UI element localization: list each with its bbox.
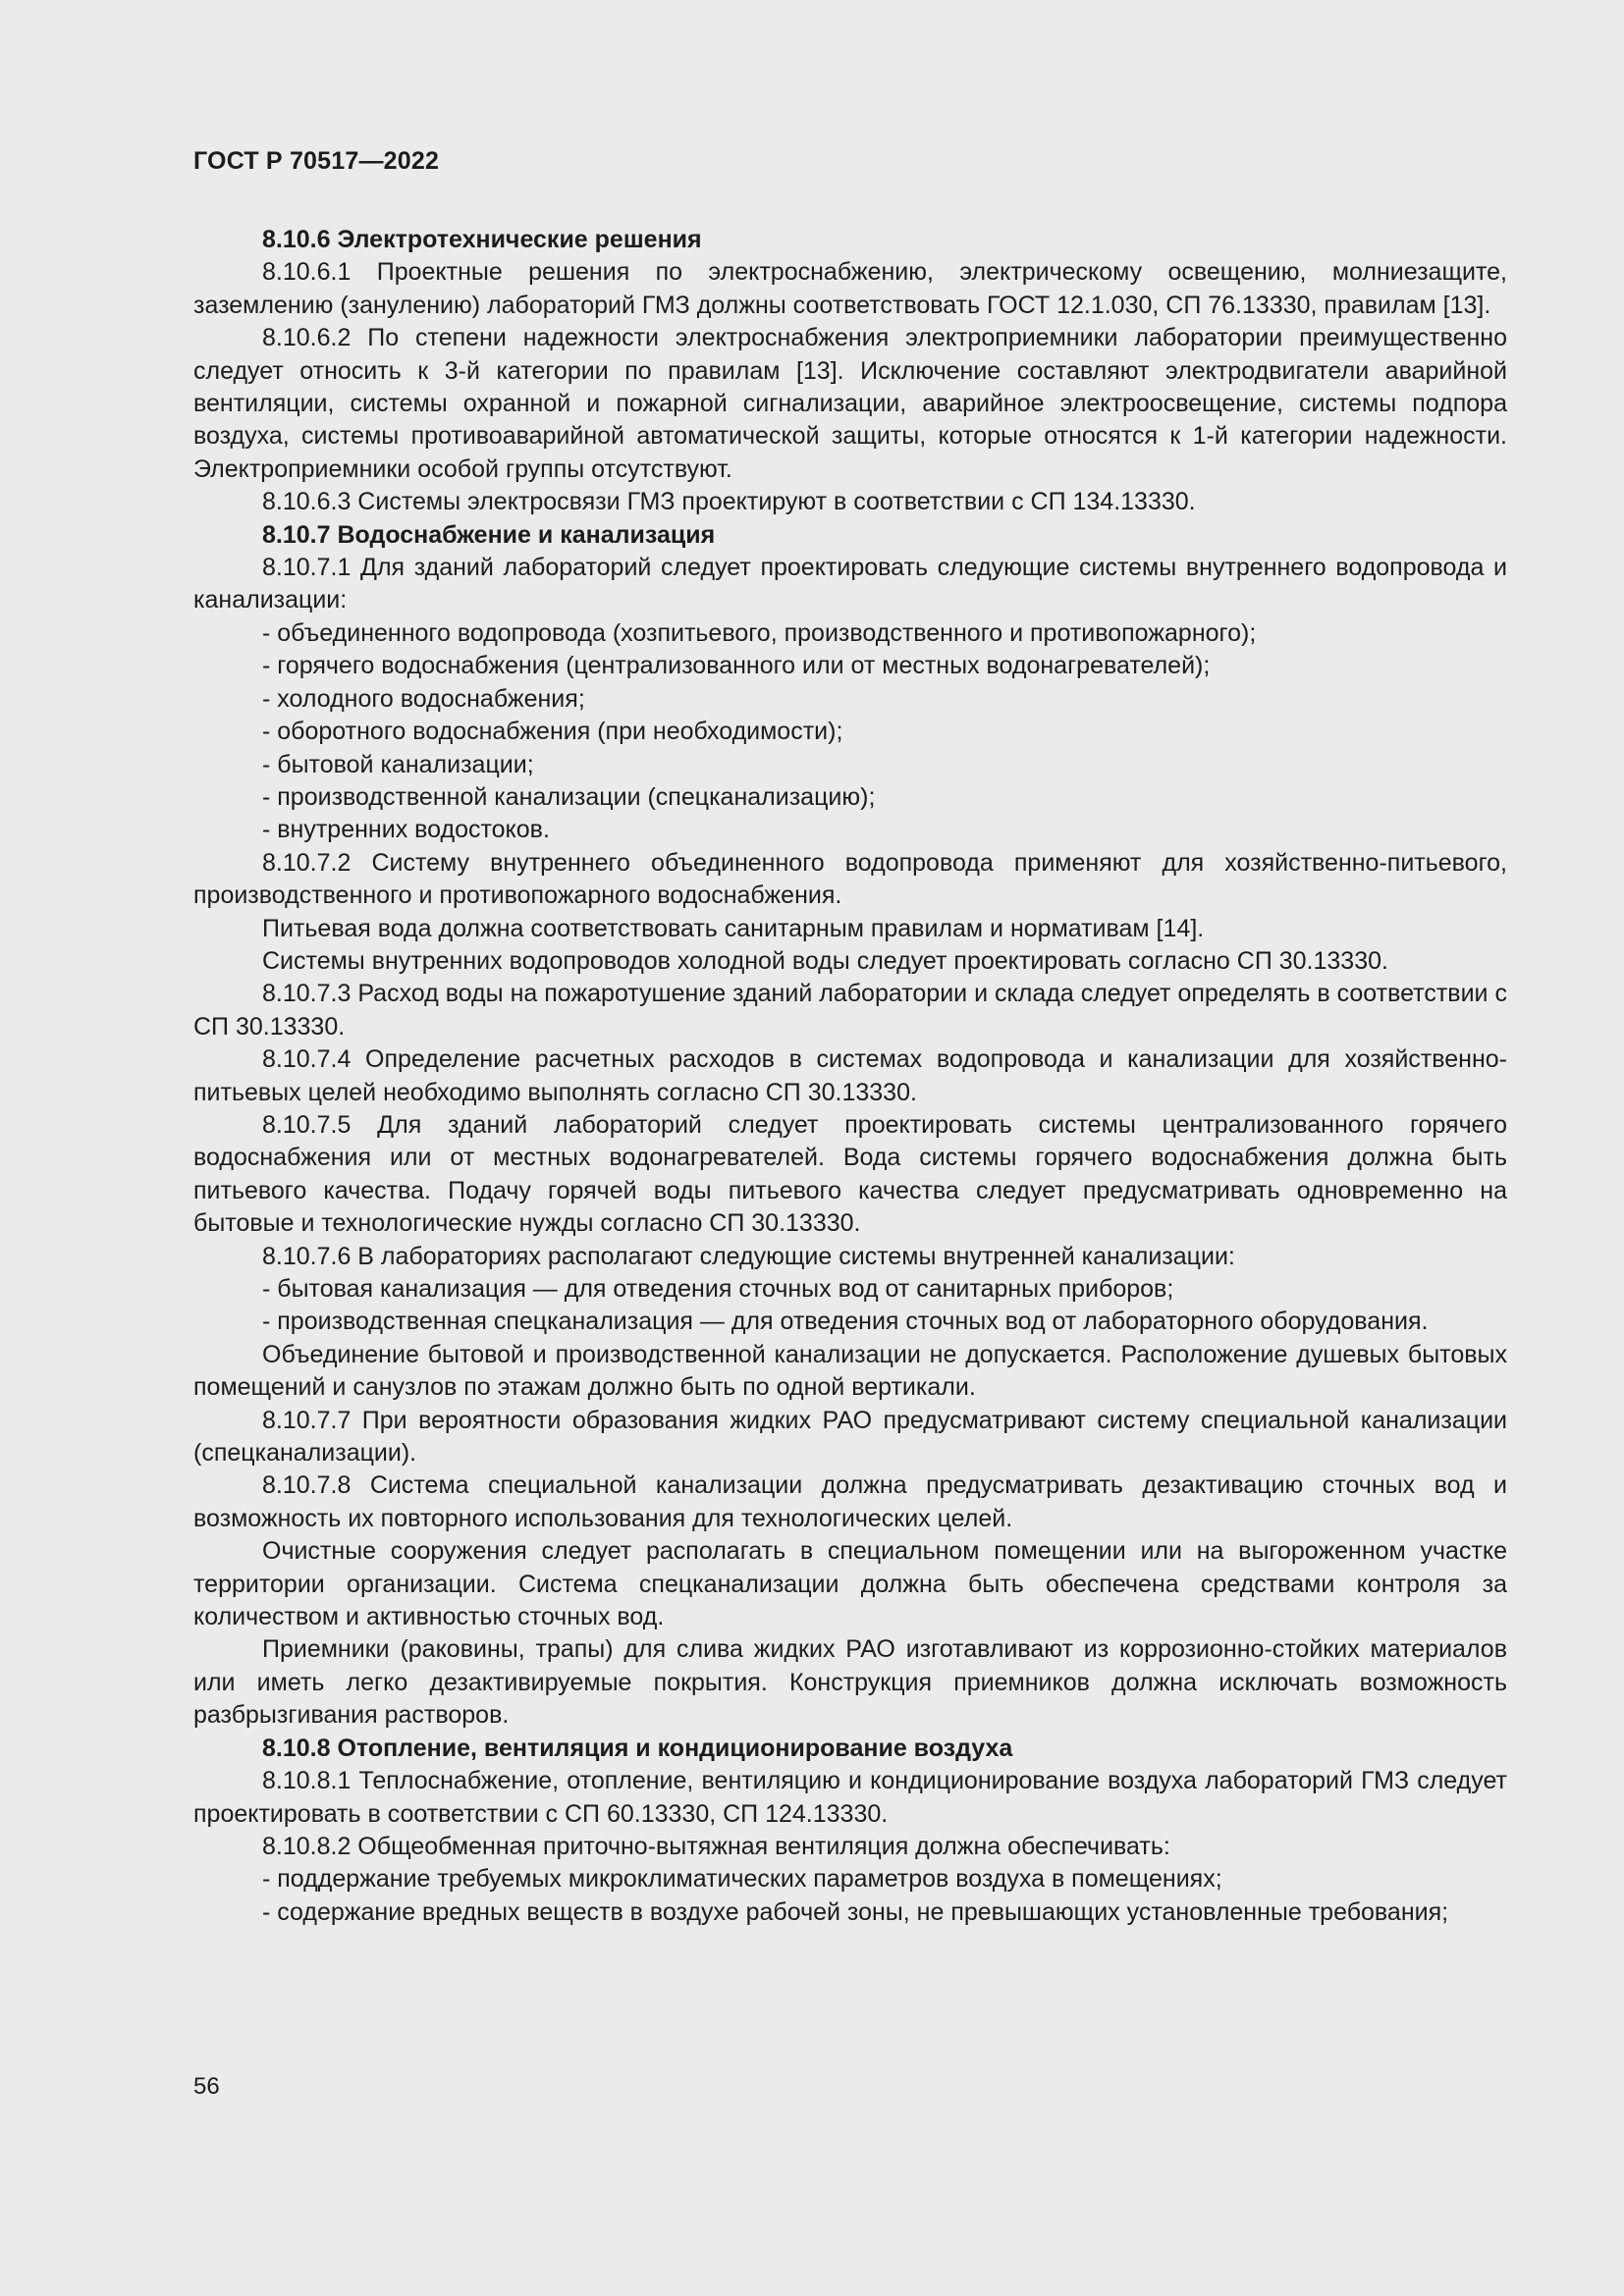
paragraph: 8.10.7.1 Для зданий лабораторий следует проектировать следующие системы внутреннего водопровода и канализации: [193,554,1507,614]
list-item: - бытовой канализации; [262,750,534,778]
paragraph: 8.10.6.3 Системы электросвязи ГМЗ проектируют в соответствии с СП 134.13330. [262,488,1196,516]
list-item: - бытовая канализация — для отведения сточных вод от санитарных приборов; [262,1275,1174,1303]
section-heading: 8.10.8 Отопление, вентиляция и кондиционирование воздуха [262,1734,1013,1762]
document-code-header: ГОСТ Р 70517—2022 [193,147,440,175]
section-heading: 8.10.6 Электротехнические решения [262,226,702,253]
paragraph: Приемники (раковины, трапы) для слива жидких РАО изготавливают из коррозионно-стойких материалов или иметь легко дезактивируемые покрытия. Конструкция приемников должна исключать возможность разбрызгивания растворов. [193,1635,1507,1730]
list-item: - холодного водоснабжения; [262,684,585,713]
list-item: - внутренних водостоков. [262,816,550,844]
paragraph: Объединение бытовой и производственной канализации не допускается. Расположение душевых бытовых помещений и санузлов по этажам должно быть по одной вертикали. [193,1340,1507,1402]
paragraph: 8.10.7.3 Расход воды на пожаротушение зданий лаборатории и склада следует определять в соответствии с СП 30.13330. [193,980,1507,1041]
paragraph: Очистные сооружения следует располагать в специальном помещении или на выгороженном участке территории организации. Система спецканализации должна быть обеспечена средствами контроля за количеством и активностью сточных вод. [193,1537,1507,1631]
paragraph: 8.10.6.1 Проектные решения по электроснабжению, электрическому освещению, молниезащите, заземлению (занулению) лабораторий ГМЗ должны соответствовать ГОСТ 12.1.030, СП 76.13330, правилам [13]. [193,258,1507,319]
paragraph: 8.10.7.8 Система специальной канализации должна предусматривать дезактивацию сточных вод и возможность их повторного использования для технологических целей. [193,1471,1507,1532]
paragraph: 8.10.7.6 В лабораториях располагают следующие системы внутренней канализации: [262,1242,1235,1270]
document-body [193,224,1507,1929]
list-item: - горячего водоснабжения (централизованного или от местных водонагревателей); [262,652,1211,680]
list-item: - поддержание требуемых микроклиматических параметров воздуха в помещениях; [262,1865,1222,1894]
list-item: - объединенного водопровода (хозпитьевого, производственного и противопожарного); [262,618,1257,647]
paragraph: 8.10.6.2 По степени надежности электроснабжения электроприемники лаборатории преимущественно следует относить к 3-й категории по правилам [13]. Исключение составляют электродвигатели аварийной вентиляции, системы охранной и пожарной сигнализации, аварийное электроосвещение, системы подпора воздуха, системы противоаварийной автоматической защиты, которые относятся к 1-й категории надежности. Электроприемники особой группы отсутствуют. [193,324,1507,483]
paragraph: 8.10.7.7 При вероятности образования жидких РАО предусматривают систему специальной канализации (спецканализации). [193,1406,1507,1468]
paragraph: 8.10.8.1 Теплоснабжение, отопление, вентиляцию и кондиционирование воздуха лабораторий ГМЗ следует проектировать в соответствии с СП 60.13330, СП 124.13330. [193,1767,1507,1828]
page-number: 56 [193,2073,220,2100]
list-item: - производственной канализации (спецканализацию); [262,782,876,811]
list-item: - оборотного водоснабжения (при необходимости); [262,718,843,746]
paragraph: Питьевая вода должна соответствовать санитарным правилам и нормативам [14]. [262,914,1205,942]
section-heading: 8.10.7 Водоснабжение и канализация [262,520,716,549]
list-item: - производственная спецканализация — для отведения сточных вод от лабораторного оборудования. [262,1308,1429,1336]
list-item: - содержание вредных веществ в воздухе рабочей зоны, не превышающих установленные требования; [262,1897,1449,1926]
paragraph: Системы внутренних водопроводов холодной воды следует проектировать согласно СП 30.13330. [262,946,1388,975]
paragraph: 8.10.7.2 Систему внутреннего объединенного водопровода применяют для хозяйственно-питьевого, производственного и противопожарного водоснабжения. [193,848,1507,910]
paragraph: 8.10.8.2 Общеобменная приточно-вытяжная вентиляция должна обеспечивать: [262,1832,1170,1860]
paragraph: 8.10.7.4 Определение расчетных расходов в системах водопровода и канализации для хозяйственно-питьевых целей необходимо выполнять согласно СП 30.13330. [193,1045,1507,1106]
paragraph: 8.10.7.5 Для зданий лабораторий следует проектировать системы централизованного горячего водоснабжения или от местных водонагревателей. Вода системы горячего водоснабжения должна быть питьевого качества. Подачу горячей воды питьевого качества следует предусматривать одновременно на бытовые и технологические нужды согласно СП 30.13330. [193,1110,1507,1238]
